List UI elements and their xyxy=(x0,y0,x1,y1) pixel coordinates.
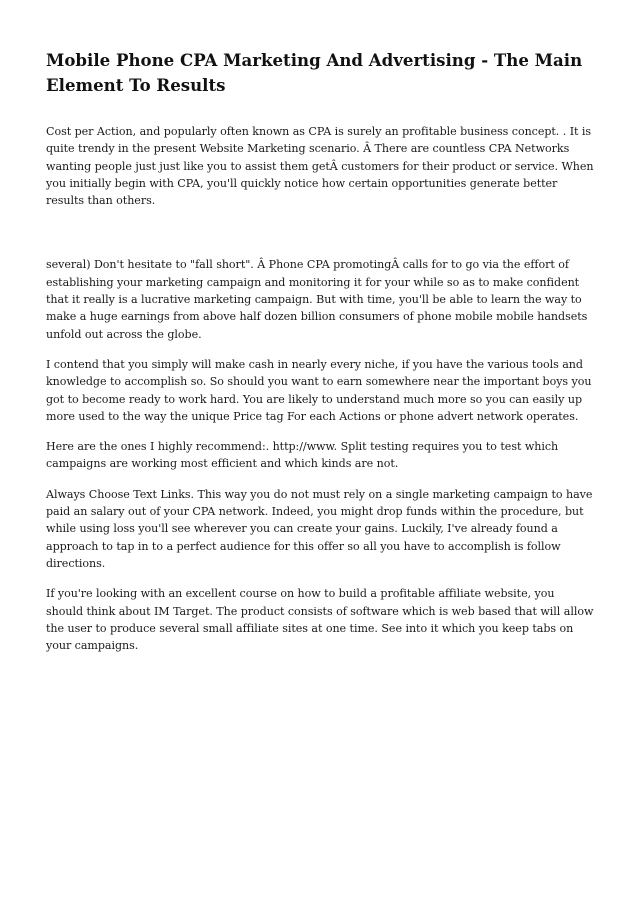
paragraph-text-links: Always Choose Text Links. This way you do not must rely on a single marketing campaign to have paid an salary out of your CPA network. Indeed, you might drop funds within the procedure, but while using loss you'll see wherever you can create your gains. Luckily, I've already found a approach to tap in to a perfect audience for this offer so all you have to accomplish is follow directions. xyxy=(46,487,593,570)
document-page xyxy=(46,48,594,667)
paragraph-intro: Cost per Action, and popularly often known as CPA is surely an profitable business concept. . It is quite trendy in the present Website Marketing scenario. Â There are countless CPA Networks wanting people just just like you to assist them getÂ customers for their product or service. When you initially begin with CPA, you'll quickly notice how certain opportunities generate better results than others. xyxy=(46,125,594,208)
document-title: Mobile Phone CPA Marketing And Advertising - The Main Element To Results xyxy=(46,50,583,95)
paragraph-im-target: If you're looking with an excellent course on how to build a profitable affiliate website, you should think about IM Target. The product consists of software which is web based that will allow the user to produce several small affiliate sites at one time. See into it which you keep tabs on your campaigns. xyxy=(46,587,594,653)
paragraph-recommend: Here are the ones I highly recommend:. http://www. Split testing requires you to test which campaigns are working most efficient and which kinds are not. xyxy=(46,440,559,471)
paragraph-fall-short: several) Don't hesitate to "fall short". Â Phone CPA promotingÂ calls for to go via the effort of establishing your marketing campaign and monitoring it for your while so as to make confident that it really is a lucrative marketing campaign. But with time, you'll be able to learn the way to make a huge earnings from above half dozen billion consumers of phone mobile mobile handsets unfold out across the globe. xyxy=(46,258,588,341)
paragraph-make-cash: I contend that you simply will make cash in nearly every niche, if you have the various tools and knowledge to accomplish so. So should you want to earn somewhere near the important boys you got to become ready to work hard. You are likely to understand much more so you can easily up more used to the way the unique Price tag For each Actions or phone advert network operates. xyxy=(46,357,592,423)
